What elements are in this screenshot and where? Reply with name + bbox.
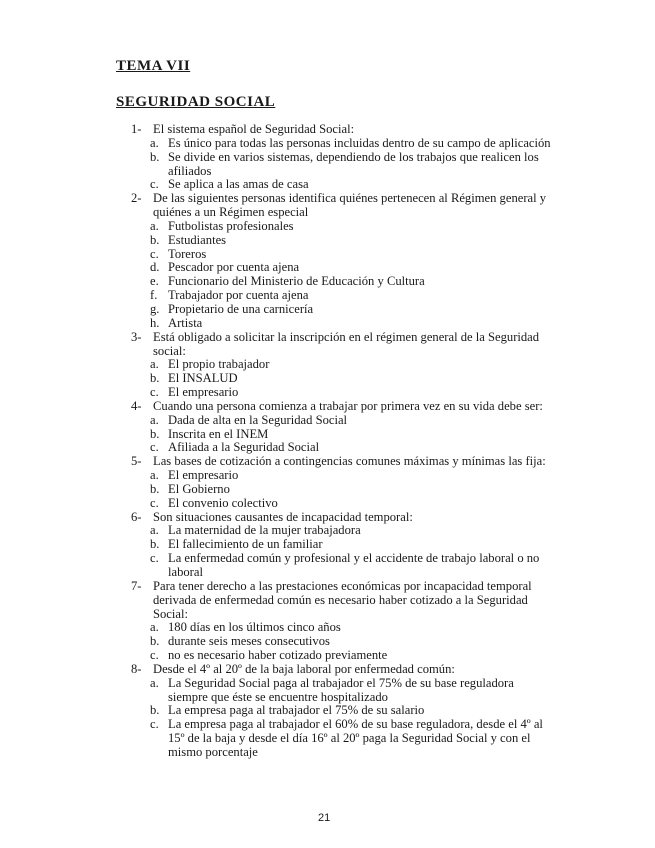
option-letter: a. bbox=[150, 412, 159, 427]
option-text: Es único para todas las personas incluidas dentro de su campo de aplicación bbox=[168, 135, 551, 150]
answer-option bbox=[131, 151, 551, 179]
answer-option bbox=[131, 552, 551, 580]
answer-option bbox=[131, 621, 551, 635]
question-text: Desde el 4º al 20º de la baja laboral por enfermedad común: bbox=[153, 661, 455, 676]
option-letter: b. bbox=[150, 634, 160, 649]
question-text: Cuando una persona comienza a trabajar por primera vez en su vida debe ser: bbox=[153, 398, 543, 413]
option-letter: b. bbox=[150, 426, 160, 441]
answer-option bbox=[131, 178, 551, 192]
question-number: 6- bbox=[131, 509, 142, 524]
option-text: Inscrita en el INEM bbox=[168, 426, 269, 441]
question-number: 4- bbox=[131, 398, 142, 413]
option-letter: h. bbox=[150, 315, 160, 330]
option-letter: c. bbox=[150, 717, 159, 732]
answer-option bbox=[131, 428, 551, 442]
question-number: 3- bbox=[131, 329, 142, 344]
question-text: El sistema español de Seguridad Social: bbox=[153, 122, 355, 136]
page-title: SEGURIDAD SOCIAL bbox=[116, 94, 276, 110]
option-text: Afiliada a la Seguridad Social bbox=[168, 440, 320, 455]
answer-option bbox=[131, 524, 551, 538]
option-text: Se aplica a las amas de casa bbox=[168, 177, 309, 192]
option-text: La Seguridad Social paga al trabajador el 75% de su base reguladora siempre que éste se encuentre hospitalizado bbox=[168, 675, 514, 704]
answer-option bbox=[131, 538, 551, 552]
option-text: El Gobierno bbox=[168, 481, 230, 496]
option-letter: e. bbox=[150, 274, 159, 289]
option-letter: b. bbox=[150, 703, 160, 718]
question bbox=[131, 400, 551, 414]
option-text: Futbolistas profesionales bbox=[168, 218, 294, 233]
answer-option bbox=[131, 261, 551, 275]
question bbox=[131, 123, 551, 137]
option-text: El empresario bbox=[168, 468, 239, 483]
question bbox=[131, 192, 551, 220]
option-text: La enfermedad común y profesional y el accidente de trabajo laboral o no laboral bbox=[168, 551, 540, 579]
answer-option bbox=[131, 275, 551, 289]
option-text: Se divide en varios sistemas, dependiendo de los trabajos que realicen los afiliados bbox=[168, 149, 539, 178]
option-letter: a. bbox=[150, 357, 159, 372]
option-letter: g. bbox=[150, 301, 160, 316]
question-text: De las siguientes personas identifica quiénes pertenecen al Régimen general y quiénes a un Régimen especial bbox=[153, 191, 547, 220]
question-number: 8- bbox=[131, 661, 142, 676]
answer-option bbox=[131, 677, 551, 705]
answer-option bbox=[131, 649, 551, 663]
option-letter: b. bbox=[150, 149, 160, 164]
question-text: Son situaciones causantes de incapacidad temporal: bbox=[153, 509, 413, 524]
question-number: 2- bbox=[131, 191, 142, 206]
question bbox=[131, 663, 551, 677]
option-text: El empresario bbox=[168, 385, 239, 400]
option-text: Dada de alta en la Seguridad Social bbox=[168, 412, 348, 427]
option-letter: b. bbox=[150, 232, 160, 247]
answer-option bbox=[131, 414, 551, 428]
option-text: El INSALUD bbox=[168, 371, 238, 386]
answer-option bbox=[131, 497, 551, 511]
option-text: Trabajador por cuenta ajena bbox=[168, 288, 309, 303]
answer-option bbox=[131, 220, 551, 234]
option-letter: d. bbox=[150, 260, 160, 275]
question-list bbox=[131, 123, 551, 760]
question-number: 1- bbox=[131, 122, 142, 136]
option-text: El fallecimiento de un familiar bbox=[168, 537, 323, 552]
question-number: 5- bbox=[131, 454, 142, 469]
question-number: 7- bbox=[131, 578, 142, 593]
answer-option bbox=[131, 718, 551, 760]
option-letter: c. bbox=[150, 440, 159, 455]
answer-option bbox=[131, 704, 551, 718]
option-text: Pescador por cuenta ajena bbox=[168, 260, 300, 275]
answer-option bbox=[131, 358, 551, 372]
answer-option bbox=[131, 137, 551, 151]
option-letter: c. bbox=[150, 177, 159, 192]
question-text: Las bases de cotización a contingencias comunes máximas y mínimas las fija: bbox=[153, 454, 546, 469]
answer-option bbox=[131, 635, 551, 649]
option-text: Funcionario del Ministerio de Educación y Cultura bbox=[168, 274, 425, 289]
option-text: durante seis meses consecutivos bbox=[168, 634, 330, 649]
option-text: El propio trabajador bbox=[168, 357, 270, 372]
option-letter: c. bbox=[150, 246, 159, 261]
answer-option bbox=[131, 441, 551, 455]
option-text: no es necesario haber cotizado previamente bbox=[168, 648, 388, 663]
answer-option bbox=[131, 248, 551, 262]
question bbox=[131, 511, 551, 525]
option-text: 180 días en los últimos cinco años bbox=[168, 620, 341, 635]
option-letter: a. bbox=[150, 523, 159, 538]
option-text: La maternidad de la mujer trabajadora bbox=[168, 523, 361, 538]
answer-option bbox=[131, 372, 551, 386]
answer-option bbox=[131, 317, 551, 331]
option-letter: c. bbox=[150, 495, 159, 510]
option-text: Toreros bbox=[168, 246, 207, 261]
option-letter: a. bbox=[150, 675, 159, 690]
answer-option bbox=[131, 469, 551, 483]
option-text: La empresa paga al trabajador el 60% de su base reguladora, desde el 4º al 15º de la baja y desde el día 16º al 20º paga la Seguridad Social y con el mismo porcentaje bbox=[168, 717, 543, 759]
option-letter: a. bbox=[150, 620, 159, 635]
option-text: Artista bbox=[168, 315, 203, 330]
question bbox=[131, 331, 551, 359]
answer-option bbox=[131, 234, 551, 248]
option-letter: b. bbox=[150, 481, 160, 496]
option-text: Estudiantes bbox=[168, 232, 227, 247]
option-letter: c. bbox=[150, 385, 159, 400]
question-text: Está obligado a solicitar la inscripción en el régimen general de la Seguridad social: bbox=[153, 329, 540, 358]
option-letter: c. bbox=[150, 648, 159, 663]
option-letter: b. bbox=[150, 537, 160, 552]
question bbox=[131, 455, 551, 469]
option-letter: c. bbox=[150, 551, 159, 566]
topic-heading: TEMA VII bbox=[116, 58, 191, 74]
option-text: La empresa paga al trabajador el 75% de su salario bbox=[168, 703, 425, 718]
question bbox=[131, 580, 551, 622]
question-text: Para tener derecho a las prestaciones económicas por incapacidad temporal derivada de enfermedad común es necesario haber cotizado a la Seguridad Social: bbox=[153, 578, 532, 621]
answer-option bbox=[131, 289, 551, 303]
answer-option bbox=[131, 303, 551, 317]
option-letter: a. bbox=[150, 135, 159, 150]
answer-option bbox=[131, 386, 551, 400]
option-letter: a. bbox=[150, 468, 159, 483]
answer-option bbox=[131, 483, 551, 497]
option-letter: a. bbox=[150, 218, 159, 233]
option-letter: b. bbox=[150, 371, 160, 386]
option-text: Propietario de una carnicería bbox=[168, 301, 314, 316]
page-number: 21 bbox=[318, 812, 331, 824]
option-letter: f. bbox=[150, 288, 158, 303]
option-text: El convenio colectivo bbox=[168, 495, 278, 510]
